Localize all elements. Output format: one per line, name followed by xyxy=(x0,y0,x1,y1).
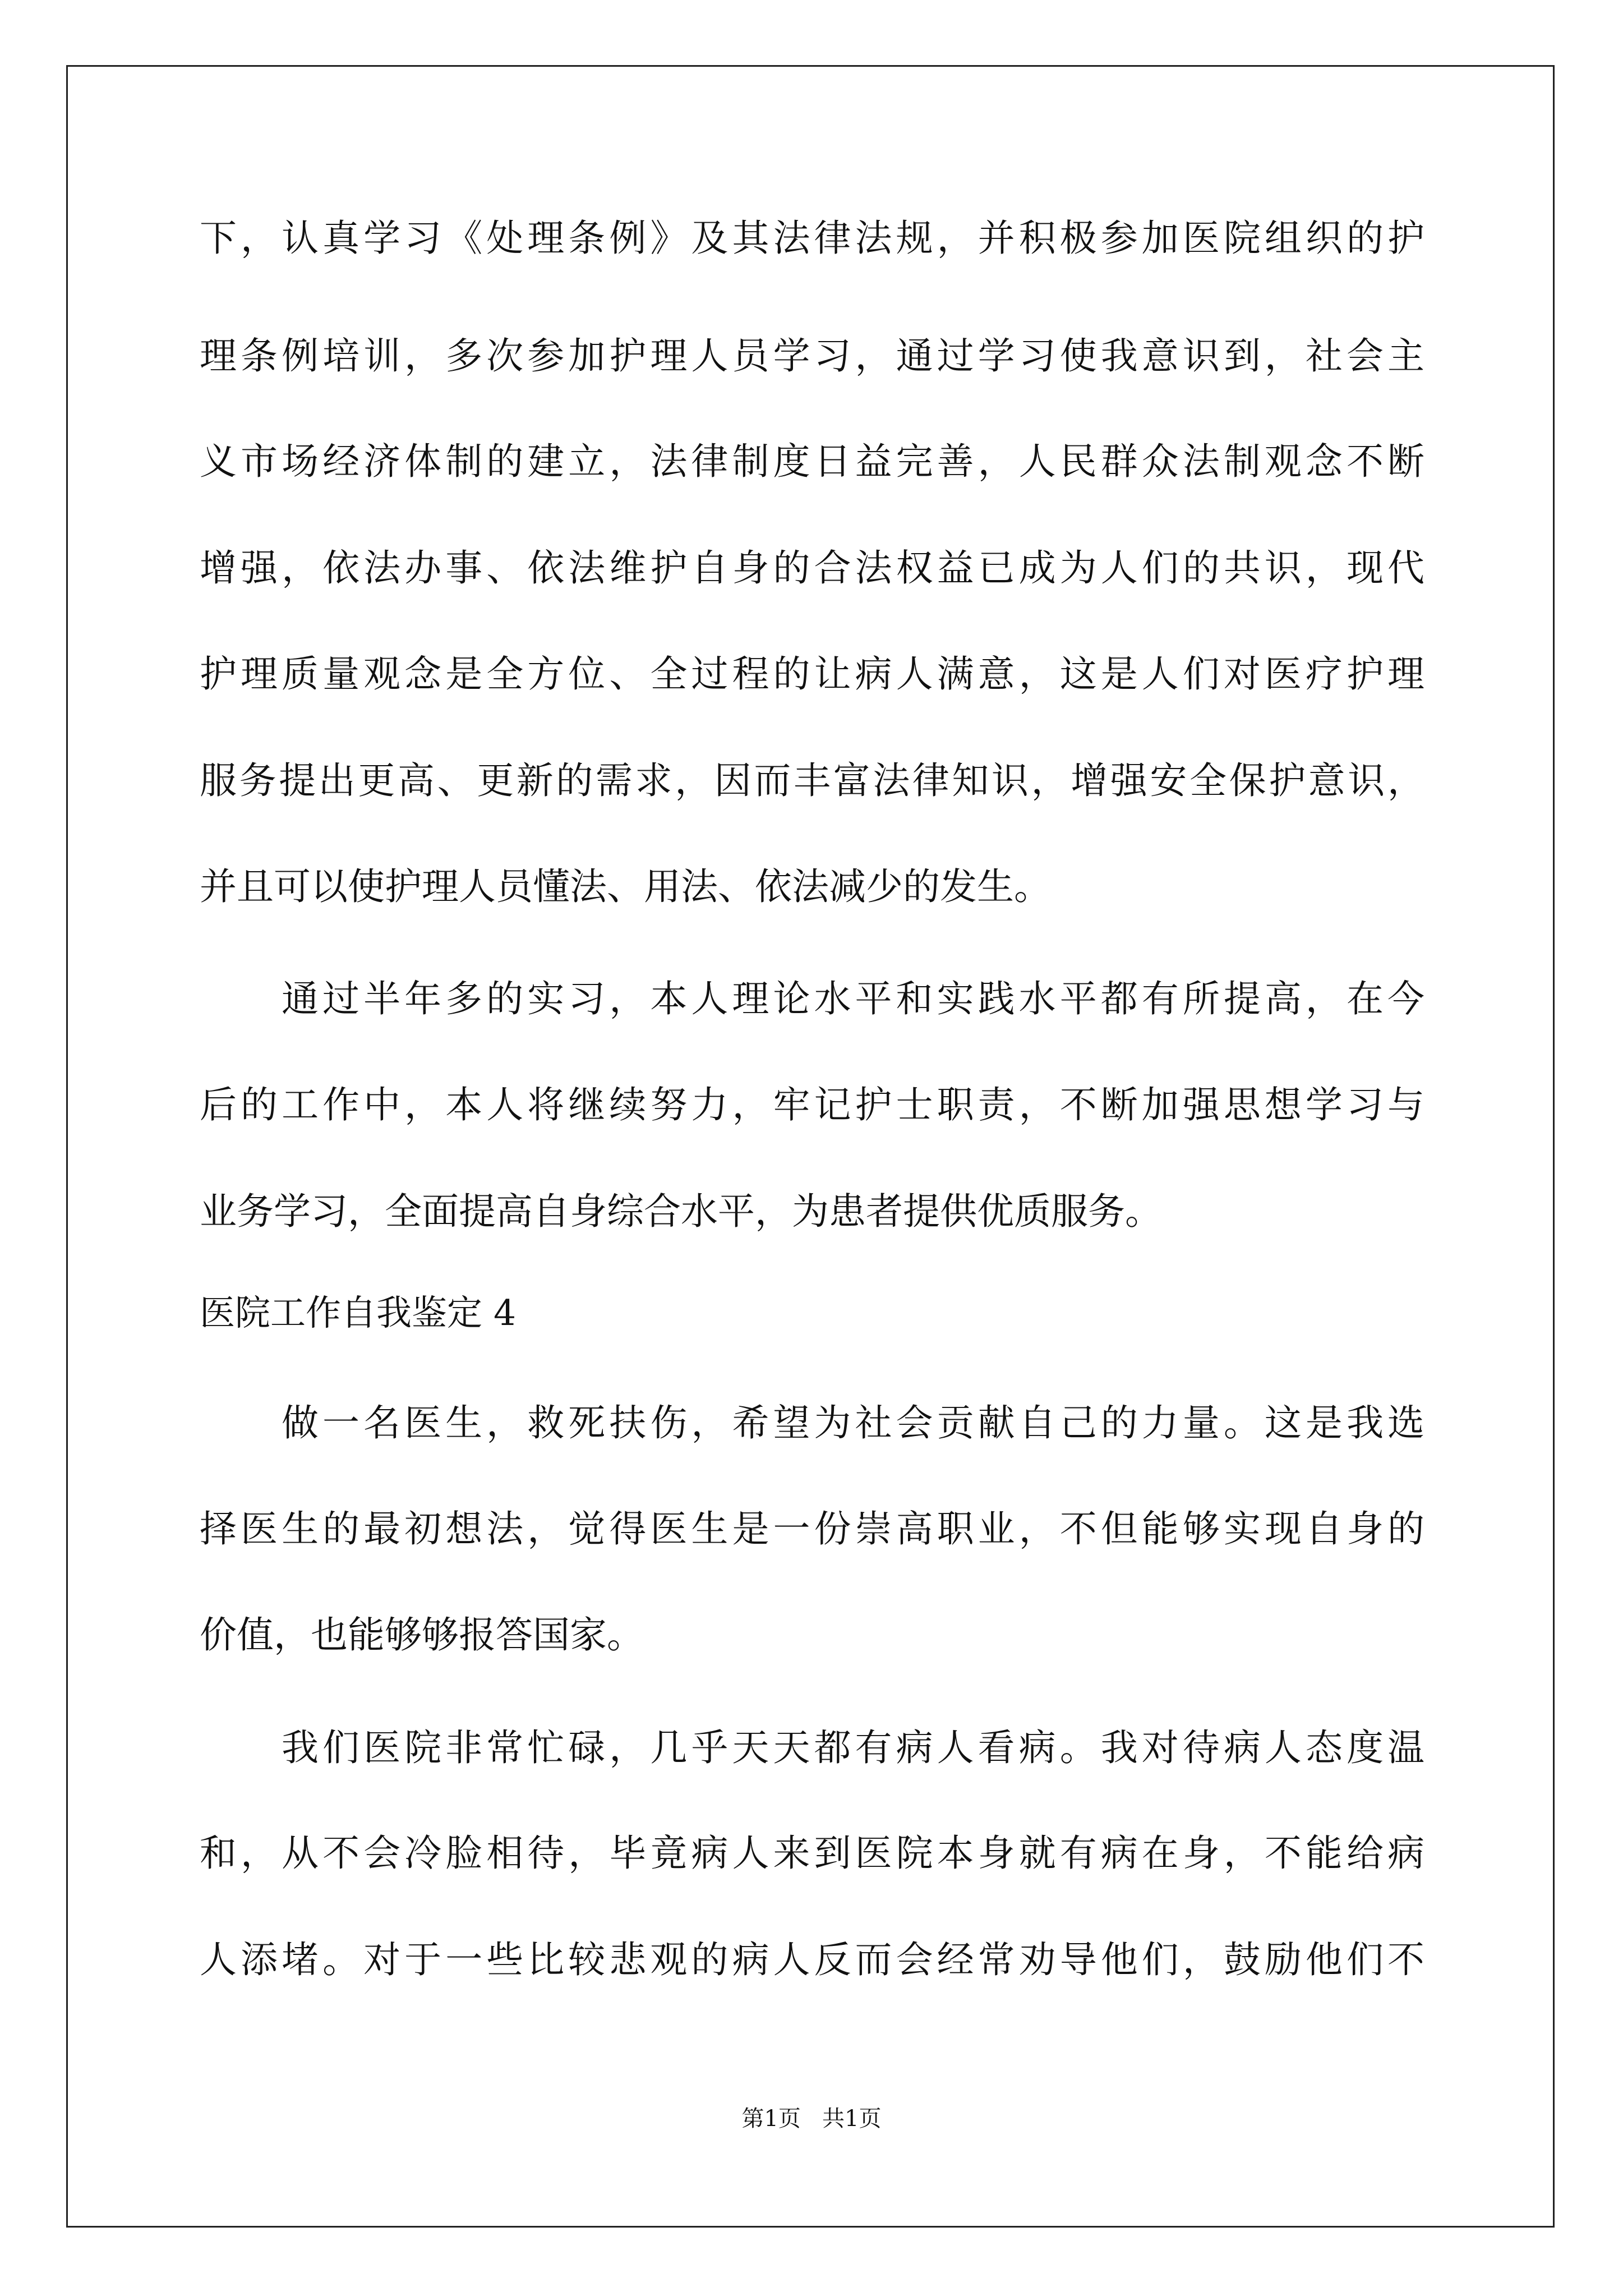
paragraph-line: 择医生的最初想法，觉得医生是一份崇高职业，不但能够实现自身的 xyxy=(200,1507,1424,1550)
paragraph-line: 后的工作中，本人将继续努力，牢记护士职责，不断加强思想学习与 xyxy=(200,1083,1424,1126)
paragraph-line: 增强，依法办事、依法维护自身的合法权益已成为人们的共识，现代 xyxy=(200,546,1424,590)
page-footer: 第1页 共1页 xyxy=(741,2106,882,2132)
paragraph-line: 义市场经济体制的建立，法律制度日益完善，人民群众法制观念不断 xyxy=(200,440,1424,483)
paragraph-line: 人添堵。对于一些比较悲观的病人反而会经常劝导他们，鼓励他们不 xyxy=(200,1938,1424,1981)
paragraph-line: 和，从不会冷脸相待，毕竟病人来到医院本身就有病在身，不能给病 xyxy=(200,1832,1424,1875)
paragraph-line: 通过半年多的实习，本人理论水平和实践水平都有所提高，在今 xyxy=(282,977,1424,1020)
paragraph-line: 理条例培训，多次参加护理人员学习，通过学习使我意识到，社会主 xyxy=(200,334,1424,378)
paragraph-line: 服务提出更高、更新的需求，因而丰富法律知识，增强安全保护意识， xyxy=(200,759,1424,802)
paragraph-line: 护理质量观念是全方位、全过程的让病人满意，这是人们对医疗护理 xyxy=(200,652,1424,696)
paragraph-line: 我们医院非常忙碌，几乎天天都有病人看病。我对待病人态度温 xyxy=(282,1726,1424,1769)
paragraph-line: 下，认真学习《处理条例》及其法律法规，并积极参加医院组织的护 xyxy=(200,217,1424,260)
page-border xyxy=(66,65,1555,2228)
paragraph-line: 业务学习，全面提高自身综合水平，为患者提供优质服务。 xyxy=(200,1190,1162,1233)
paragraph-line: 价值，也能够够报答国家。 xyxy=(200,1613,644,1657)
paragraph-line: 并且可以使护理人员懂法、用法、依法减少的发生。 xyxy=(200,865,1051,908)
section-heading: 医院工作自我鉴定 4 xyxy=(200,1292,517,1333)
paragraph-line: 做一名医生，救死扶伤，希望为社会贡献自己的力量。这是我选 xyxy=(282,1401,1424,1444)
